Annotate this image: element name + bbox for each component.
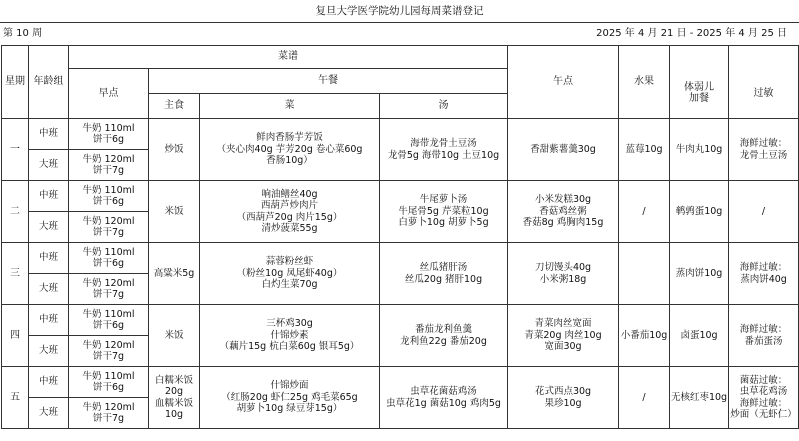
dish-cell: 鲜肉香肠芋芳饭 （夹心肉40g 芋芳20g 卷心菜60g 香肠10g） [200, 119, 380, 181]
day-row-mid [2, 305, 799, 336]
soup-cell: 番茄龙利鱼羹 龙利鱼22g 番茄20g [380, 305, 508, 367]
age-group-mid: 中班 [29, 243, 69, 274]
allergy-cell: 菌菇过敏： 虫草花鸡汤 海鲜过敏： 炒面（无虾仁） [729, 367, 799, 429]
breakfast-big: 牛奶 120ml 饼干7g [69, 212, 149, 243]
weak-child-meal-cell: 无核红枣10g [670, 367, 729, 429]
weekday-cell: 三 [2, 243, 29, 305]
weekday-cell: 四 [2, 305, 29, 367]
staple-cell: 米饭 [149, 181, 200, 243]
age-group-big: 大班 [29, 336, 69, 367]
breakfast-mid: 牛奶 110ml 饼干6g [69, 305, 149, 336]
dish-cell: 响油鳝丝40g 西葫芦炒肉片 （西葫芦20g 肉片15g） 清炒菠菜55g [200, 181, 380, 243]
age-group-big: 大班 [29, 212, 69, 243]
age-group-mid: 中班 [29, 367, 69, 398]
day-row-mid [2, 181, 799, 212]
week-number: 第 10 周 [3, 28, 43, 39]
afternoon-snack-cell: 青菜肉丝宽面 青菜20g 肉丝10g 宽面30g [508, 305, 619, 367]
fruit-cell: 小番茄10g [619, 305, 670, 367]
soup-cell: 牛尾萝卜汤 牛尾骨5g 芹菜粒10g 白萝卜10g 胡萝卜5g [380, 181, 508, 243]
weekday-cell: 一 [2, 119, 29, 181]
allergy-cell: / [729, 181, 799, 243]
date-range: 2025 年 4 月 21 日 - 2025 年 4 月 25 日 [596, 28, 787, 39]
header-dish: 菜 [200, 94, 380, 119]
afternoon-snack-cell: 香甜紫薯羹30g [508, 119, 619, 181]
breakfast-mid: 牛奶 110ml 饼干6g [69, 243, 149, 274]
breakfast-mid: 牛奶 110ml 饼干6g [69, 367, 149, 398]
age-group-mid: 中班 [29, 305, 69, 336]
header-afternoon-snack: 午点 [508, 46, 619, 119]
header-weekday: 星期 [2, 46, 29, 119]
age-group-mid: 中班 [29, 181, 69, 212]
breakfast-big: 牛奶 120ml 饼干7g [69, 398, 149, 429]
soup-cell: 丝瓜猪肝汤 丝瓜20g 猪肝10g [380, 243, 508, 305]
breakfast-big: 牛奶 120ml 饼干7g [69, 336, 149, 367]
staple-cell: 白糯米饭 20g 血糯米饭 10g [149, 367, 200, 429]
header-breakfast: 早点 [69, 69, 149, 119]
age-group-big: 大班 [29, 150, 69, 181]
weak-child-meal-cell: 蒸肉饼10g [670, 243, 729, 305]
weekday-cell: 二 [2, 181, 29, 243]
header-allergy-top [729, 46, 799, 69]
afternoon-snack-cell: 小米发糕30g 香菇鸡丝粥 香菇8g 鸡胸肉15g [508, 181, 619, 243]
day-row-mid [2, 243, 799, 274]
breakfast-big: 牛奶 120ml 饼干7g [69, 150, 149, 181]
menu-table [1, 45, 799, 429]
staple-cell: 炒饭 [149, 119, 200, 181]
header-fruit: 水果 [619, 46, 670, 119]
header-weak-child: 体弱儿 加餐 [670, 69, 729, 119]
header-allergy: 过敏 [729, 69, 799, 119]
soup-cell: 海带龙骨土豆汤 龙骨5g 海带10g 土豆10g [380, 119, 508, 181]
page-title: 复旦大学医学院幼儿园每周菜谱登记 [315, 5, 484, 17]
allergy-cell: 海鲜过敏： 蒸肉饼40g [729, 243, 799, 305]
afternoon-snack-cell: 刀切馒头40g 小米粥18g [508, 243, 619, 305]
breakfast-mid: 牛奶 110ml 饼干6g [69, 181, 149, 212]
age-group-big: 大班 [29, 398, 69, 429]
header-soup: 汤 [380, 94, 508, 119]
age-group-big: 大班 [29, 274, 69, 305]
weekday-cell: 五 [2, 367, 29, 429]
weak-child-meal-cell: 鹌鹑蛋10g [670, 181, 729, 243]
allergy-cell: 海鲜过敏： 番茄蛋汤 [729, 305, 799, 367]
weak-child-meal-cell: 牛肉丸10g [670, 119, 729, 181]
dish-cell: 三杯鸡30g 什锦炒素 （藕片15g 杭白菜60g 银耳5g） [200, 305, 380, 367]
staple-cell: 高粱米5g [149, 243, 200, 305]
afternoon-snack-cell: 花式西点30g 果珍10g [508, 367, 619, 429]
fruit-cell: / [619, 367, 670, 429]
header-age-group: 年龄组 [29, 46, 69, 119]
fruit-cell: / [619, 181, 670, 243]
fruit-cell [619, 243, 670, 305]
week-info-bar [0, 22, 799, 45]
day-row-mid [2, 119, 799, 150]
age-group-mid: 中班 [29, 119, 69, 150]
dish-cell: 蒜蓉粉丝虾 （粉丝10g 凤尾虾40g） 白灼生菜70g [200, 243, 380, 305]
fruit-cell: 蓝莓10g [619, 119, 670, 181]
staple-cell: 米饭 [149, 305, 200, 367]
header-weak-top [670, 46, 729, 69]
allergy-cell: 海鲜过敏： 龙骨土豆汤 [729, 119, 799, 181]
header-staple: 主食 [149, 94, 200, 119]
soup-cell: 虫草花菌菇鸡汤 虫草花1g 菌菇10g 鸡肉5g [380, 367, 508, 429]
weak-child-meal-cell: 卤蛋10g [670, 305, 729, 367]
day-row-mid [2, 367, 799, 398]
breakfast-big: 牛奶 120ml 饼干7g [69, 274, 149, 305]
header-lunch: 午餐 [149, 69, 508, 94]
dish-cell: 什锦炒面 （红肠20g 虾仁25g 鸡毛菜65g 胡萝卜10g 绿豆芽15g） [200, 367, 380, 429]
breakfast-mid: 牛奶 110ml 饼干6g [69, 119, 149, 150]
header-menu: 菜谱 [69, 46, 508, 69]
